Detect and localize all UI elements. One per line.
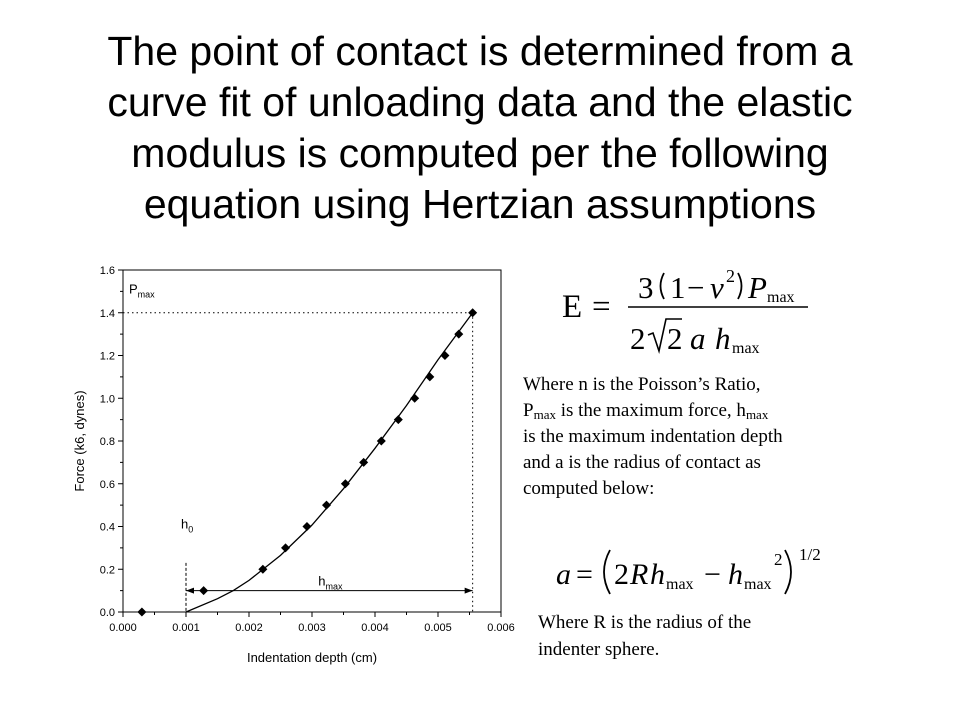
x-tick-label: 0.006: [487, 622, 515, 634]
formula-e-lparen: [661, 273, 665, 299]
formula-e-den-a: a: [690, 321, 706, 356]
desc-h-sub: max: [745, 407, 769, 422]
y-tick-label: 1.0: [99, 393, 115, 406]
formula-a-h1-sub: max: [666, 576, 694, 593]
formula-e-num-3: 3: [638, 270, 654, 305]
hmax-arrow-right-head: [465, 588, 473, 594]
y-tick-label: 0.2: [99, 564, 115, 577]
data-point: [454, 330, 463, 339]
formula-e-num-nu: ν: [710, 270, 724, 305]
title-line: The point of contact is determined from a: [107, 28, 853, 74]
formula-e-den-h: h: [715, 321, 731, 356]
contact-radius-formula: [550, 538, 830, 600]
formula-a-lhs: a: [556, 558, 571, 591]
y-tick-label: 0.4: [99, 521, 115, 534]
y-axis-label: Force (k6, dynes): [72, 390, 87, 492]
x-tick-label: 0.005: [424, 622, 452, 634]
data-point: [440, 351, 449, 360]
formula-a-h1: h: [650, 558, 665, 591]
y-tick-label: 1.2: [99, 350, 115, 363]
y-tick-label: 0.6: [99, 478, 115, 491]
formula-e-num-p-sub: max: [767, 289, 795, 306]
formula-a-equals: =: [576, 558, 593, 591]
note-line-2: indenter sphere.: [538, 639, 660, 660]
desc-p: P: [523, 400, 534, 421]
formula-e-num-minus: −: [687, 270, 705, 305]
desc-p-sub: max: [533, 407, 556, 422]
data-point: [281, 543, 290, 552]
fit-curve: [186, 313, 473, 612]
desc-line-5: computed below:: [523, 478, 655, 499]
data-point: [199, 586, 208, 595]
formula-a-rparen: [785, 550, 791, 594]
pmax-label: $P_{max}$: [129, 281, 155, 300]
formula-e-den-2: 2: [630, 321, 646, 356]
formula-a-two: 2: [614, 558, 629, 591]
title-line: curve fit of unloading data and the elastic: [107, 79, 853, 125]
hmax-arrow-left-head: [186, 588, 194, 594]
desc-line-3: is the maximum indentation depth: [523, 426, 783, 447]
y-tick-label: 1.4: [99, 307, 115, 320]
formula-e-equals: =: [592, 289, 611, 325]
x-tick-label: 0.003: [298, 622, 326, 634]
hmax-label: $h_{max}$: [318, 573, 343, 592]
data-point: [425, 372, 434, 381]
radius-note: [538, 609, 918, 663]
formula-a-h2-exp: 2: [774, 550, 783, 569]
y-tick-label: 0.0: [99, 607, 115, 619]
data-point: [137, 608, 146, 617]
x-tick-label: 0.001: [172, 622, 200, 634]
formula-e-num-nu-exp: 2: [726, 266, 735, 286]
formula-a-minus: −: [704, 558, 721, 591]
y-tick-label: 0.8: [99, 436, 115, 448]
formula-a-h2-sub: max: [744, 576, 772, 593]
title-line: modulus is computed per the following: [131, 130, 829, 176]
elastic-modulus-formula: [560, 255, 820, 360]
x-tick-label: 0.002: [235, 622, 263, 634]
x-tick-label: 0.004: [361, 622, 389, 634]
data-point: [410, 394, 419, 403]
plot-frame: [123, 270, 501, 612]
formula-e-den-h-sub: max: [732, 340, 760, 357]
title-line: equation using Hertzian assumptions: [143, 181, 817, 227]
formula-e-num-1: 1: [670, 270, 686, 305]
x-tick-label: 0.000: [109, 622, 137, 634]
poisson-description: [523, 372, 943, 502]
desc-line-1: Where n is the Poisson’s Ratio,: [523, 374, 761, 395]
slide-title: [20, 26, 940, 230]
formula-e-num-p: P: [748, 270, 767, 305]
formula-a-lparen: [604, 550, 610, 594]
data-point: [302, 522, 311, 531]
formula-a-outer-exp: 1/2: [799, 545, 821, 564]
force-depth-chart: [60, 255, 520, 675]
desc-line-2: [523, 398, 943, 424]
formula-e-den-rad: 2: [667, 321, 683, 356]
formula-a-r: R: [630, 558, 649, 591]
formula-e-rparen: [738, 273, 742, 299]
y-tick-label: 1.6: [99, 265, 115, 277]
formula-e-lhs: E: [562, 289, 583, 325]
desc-line-4: and a is the radius of contact as: [523, 452, 761, 473]
x-axis-label: Indentation depth (cm): [246, 650, 378, 665]
data-point: [468, 308, 477, 317]
note-line-1: Where R is the radius of the: [538, 612, 752, 633]
desc-mid: is the maximum force, h: [555, 400, 746, 421]
data-point: [341, 479, 350, 488]
formula-a-h2: h: [728, 558, 743, 591]
data-point: [322, 501, 331, 510]
data-point: [394, 415, 403, 424]
h0-label: $h_0$: [181, 516, 194, 535]
